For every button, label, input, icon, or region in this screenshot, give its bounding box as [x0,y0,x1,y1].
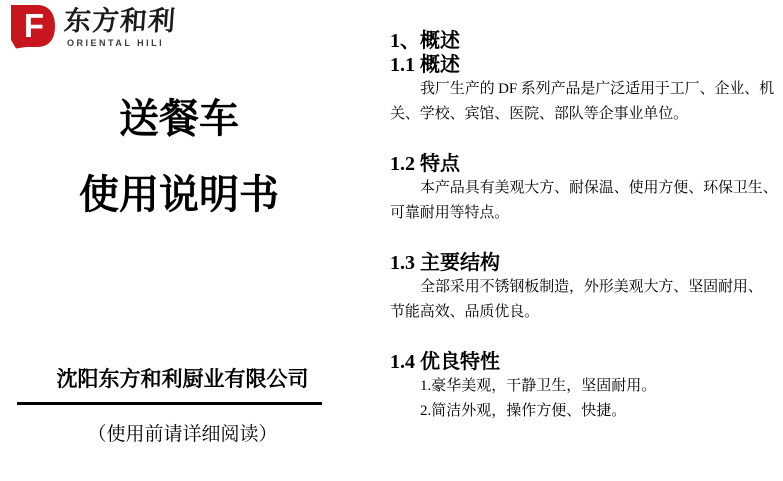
document-title-line2: 使用说明书 [79,173,279,217]
brand-name-en: ORIENTAL HILI [67,38,165,48]
paragraph-line: 节能高效、品质优良。 [390,304,540,320]
logo-letter: F [23,7,45,44]
company-name: 沈阳东方和利厨业有限公司 [56,367,309,391]
paragraph-line: 可靠耐用等特点。 [390,205,510,221]
paragraph-line: 全部采用不锈钢板制造，外形美观大方、坚固耐用、 [420,279,763,295]
section-1-4 [390,350,783,424]
section-1-3 [390,251,783,325]
section-1-2-heading: 1.2 特点 [390,153,460,175]
paragraph-line: 关、学校、宾馆、医院、部队等企事业单位。 [390,106,689,122]
section-1-3-paragraph [390,275,783,325]
section-1-1 [390,53,783,127]
section-1-3-heading: 1.3 主要结构 [390,252,500,274]
section-1-heading: 1、概述 [390,30,460,52]
brand-name-cn: 东方和利 [63,6,178,36]
section-1 [390,29,783,53]
cover-left-column [0,0,390,481]
content-column [390,29,783,424]
section-1-2 [390,152,783,226]
section-1-4-heading: 1.4 优良特性 [390,351,500,373]
feature-item-2: 2.简洁外观，操作方便、快捷。 [420,403,627,419]
section-1-1-paragraph [390,77,783,127]
company-underline [17,402,322,405]
section-1-1-heading: 1.1 概述 [390,54,460,76]
feature-item-1: 1.豪华美观，干静卫生，坚固耐用。 [420,378,657,394]
section-1-2-paragraph [390,176,783,226]
paragraph-line: 我厂生产的 DF 系列产品是广泛适用于工厂、企业、机 [420,81,775,97]
document-title-line1: 送餐车 [119,97,239,141]
read-before-use-note: （使用前请详细阅读） [87,424,278,445]
paragraph-line: 本产品具有美观大方、耐保温、使用方便、环保卫生、 [420,180,778,196]
